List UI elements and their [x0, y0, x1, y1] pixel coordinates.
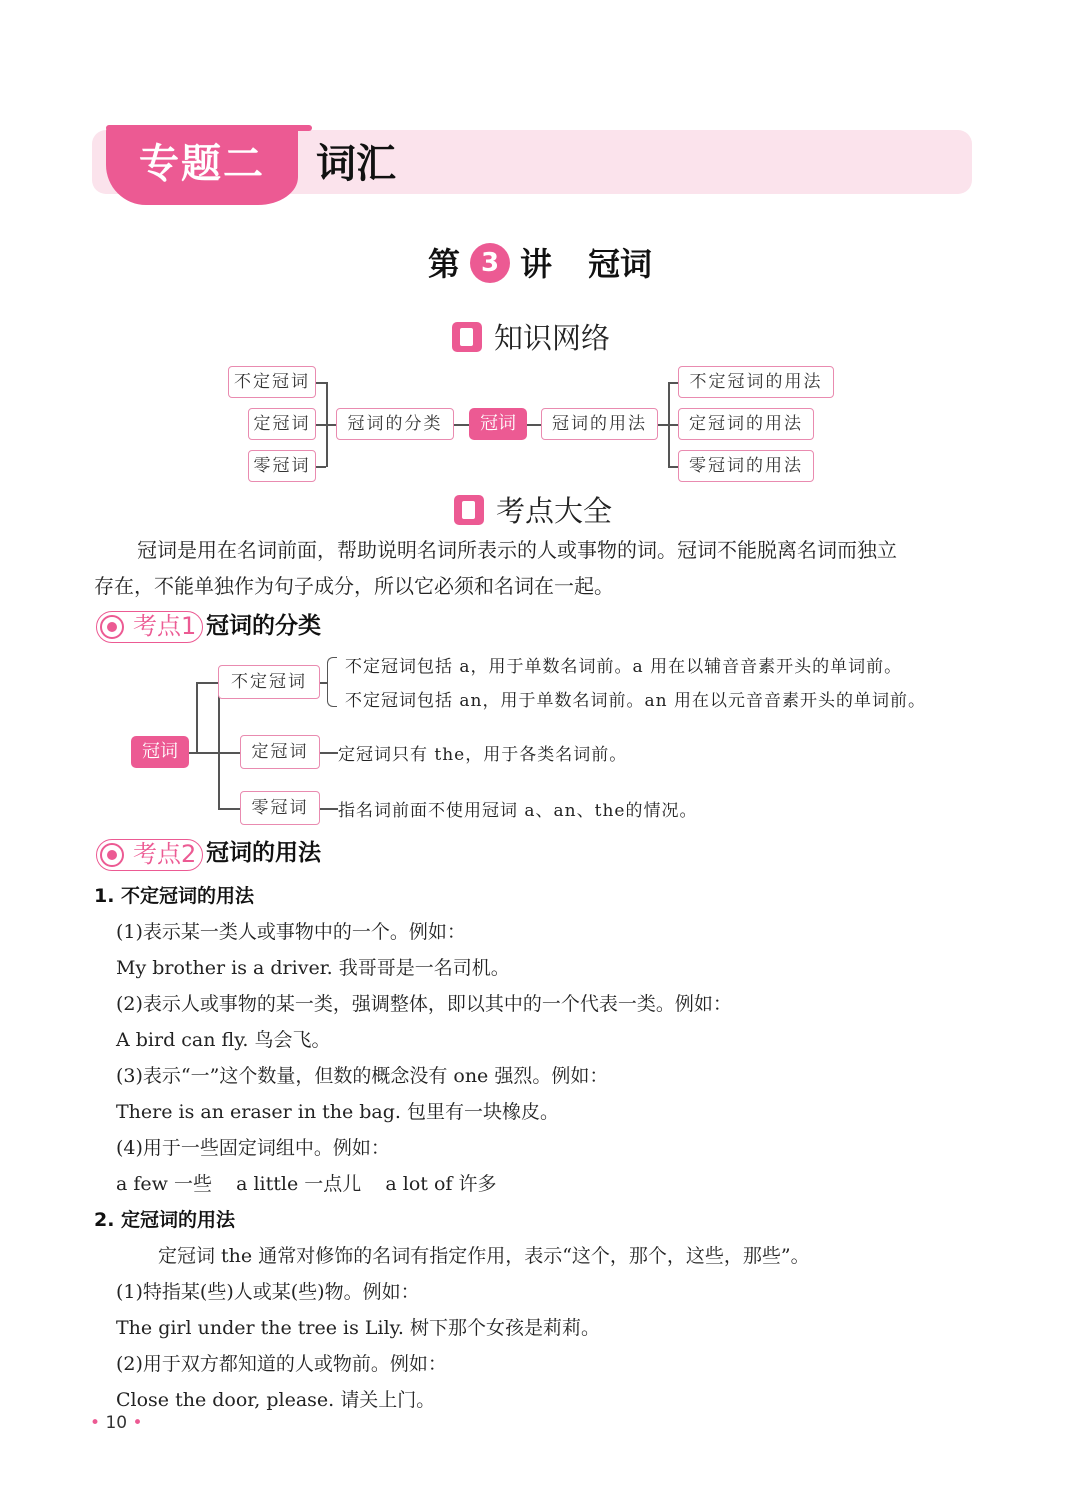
lesson-title: 冠词: [588, 245, 653, 283]
kaodian-title: 冠词的用法: [206, 840, 321, 866]
chapter-tab-label: 专题二: [139, 141, 265, 187]
kaodian-title: 冠词的分类: [206, 613, 321, 639]
knowledge-network-label: 知识网络: [494, 321, 611, 355]
knowledge-network-heading: [452, 318, 610, 358]
connector: [320, 752, 338, 754]
kn-left-item: 不定冠词: [228, 366, 316, 398]
usage-line: (4)用于一些固定词组中。例如：: [116, 1137, 390, 1159]
intro-line: 冠词是用在名词前面，帮助说明名词所表示的人或事物的词。冠词不能脱离名词而独立: [137, 538, 897, 562]
kn-left-item: 零冠词: [248, 450, 316, 482]
definite-desc: 定冠词只有 the，用于各类名词前。: [338, 745, 628, 765]
lesson-number: 3: [470, 243, 510, 283]
chapter-tab-top: [106, 125, 312, 131]
kn-center: 冠词: [469, 408, 527, 440]
connector: [454, 424, 469, 426]
page-number: • 10 •: [90, 1413, 143, 1433]
lesson-prefix: 第: [427, 245, 460, 283]
connector: [326, 382, 328, 467]
kn-right-item: 定冠词的用法: [678, 408, 814, 440]
notebook-icon: [454, 495, 484, 525]
connector: [668, 382, 678, 384]
definite-article-box: 定冠词: [240, 735, 320, 769]
connector: [218, 808, 240, 810]
connector: [668, 424, 678, 426]
kn-left-mid: 冠词的分类: [336, 408, 454, 440]
kn-right-mid: 冠词的用法: [541, 408, 658, 440]
usage-line: (2)用于双方都知道的人或物前。例如：: [116, 1353, 447, 1375]
connector: [316, 382, 326, 384]
intro-line: 存在，不能单独作为句子成分，所以它必须和名词在一起。: [94, 574, 614, 598]
classification-root: 冠词: [131, 736, 189, 768]
zero-article-box: 零冠词: [240, 791, 320, 825]
target-icon: [100, 843, 124, 867]
connector: [189, 752, 218, 754]
indefinite-desc: 不定冠词包括 an，用于单数名词前。an 用在以元音音素开头的单词前。: [345, 691, 926, 711]
subsection-heading: 1. 不定冠词的用法: [94, 885, 255, 907]
usage-line: A bird can fly. 鸟会飞。: [116, 1029, 331, 1051]
lesson-suffix: 讲: [519, 245, 552, 283]
kn-left-item: 定冠词: [248, 408, 316, 440]
connector: [316, 466, 326, 468]
kaodian-badge-label: 考点2: [133, 840, 197, 868]
usage-line: (1)特指某(些)人或某(些)物。例如：: [116, 1281, 420, 1303]
connector: [196, 682, 198, 752]
usage-line: (3)表示“一”这个数量，但数的概念没有 one 强烈。例如：: [116, 1065, 609, 1087]
brace: [327, 657, 337, 707]
usage-line: (2)表示人或事物的某一类，强调整体，即以其中的一个代表一类。例如：: [116, 993, 732, 1015]
usage-line: Close the door, please. 请关上门。: [116, 1389, 436, 1411]
connector: [218, 752, 240, 754]
usage-line: a few 一些 a little 一点儿 a lot of 许多: [116, 1173, 497, 1195]
connector: [527, 424, 541, 426]
usage-intro: 定冠词 the 通常对修饰的名词有指定作用，表示“这个，那个，这些，那些”。: [158, 1245, 810, 1267]
kaodian-badge-label: 考点1: [133, 612, 197, 640]
book-icon: [452, 322, 482, 352]
usage-line: There is an eraser in the bag. 包里有一块橡皮。: [116, 1101, 560, 1123]
connector: [658, 424, 668, 426]
key-points-heading: [454, 491, 612, 531]
key-points-label: 考点大全: [496, 494, 613, 528]
subsection-heading: 2. 定冠词的用法: [94, 1209, 236, 1231]
chapter-title: 词汇: [316, 141, 396, 187]
usage-line: My brother is a driver. 我哥哥是一名司机。: [116, 957, 510, 979]
indefinite-desc: 不定冠词包括 a，用于单数名词前。a 用在以辅音音素开头的单词前。: [345, 657, 903, 677]
connector: [218, 682, 220, 808]
kn-right-item: 零冠词的用法: [678, 450, 814, 482]
connector: [320, 682, 327, 684]
indefinite-article-box: 不定冠词: [218, 665, 320, 699]
lesson-heading: [0, 236, 1080, 292]
connector: [668, 466, 678, 468]
kn-right-item: 不定冠词的用法: [678, 366, 834, 398]
target-icon: [100, 615, 124, 639]
usage-line: The girl under the tree is Lily. 树下那个女孩是莉莉。: [116, 1317, 600, 1339]
connector: [196, 682, 218, 684]
zero-desc: 指名词前面不使用冠词 a、an、the的情况。: [338, 801, 698, 821]
page-number-value: 10: [105, 1413, 128, 1433]
connector: [320, 808, 338, 810]
usage-line: (1)表示某一类人或事物中的一个。例如：: [116, 921, 466, 943]
